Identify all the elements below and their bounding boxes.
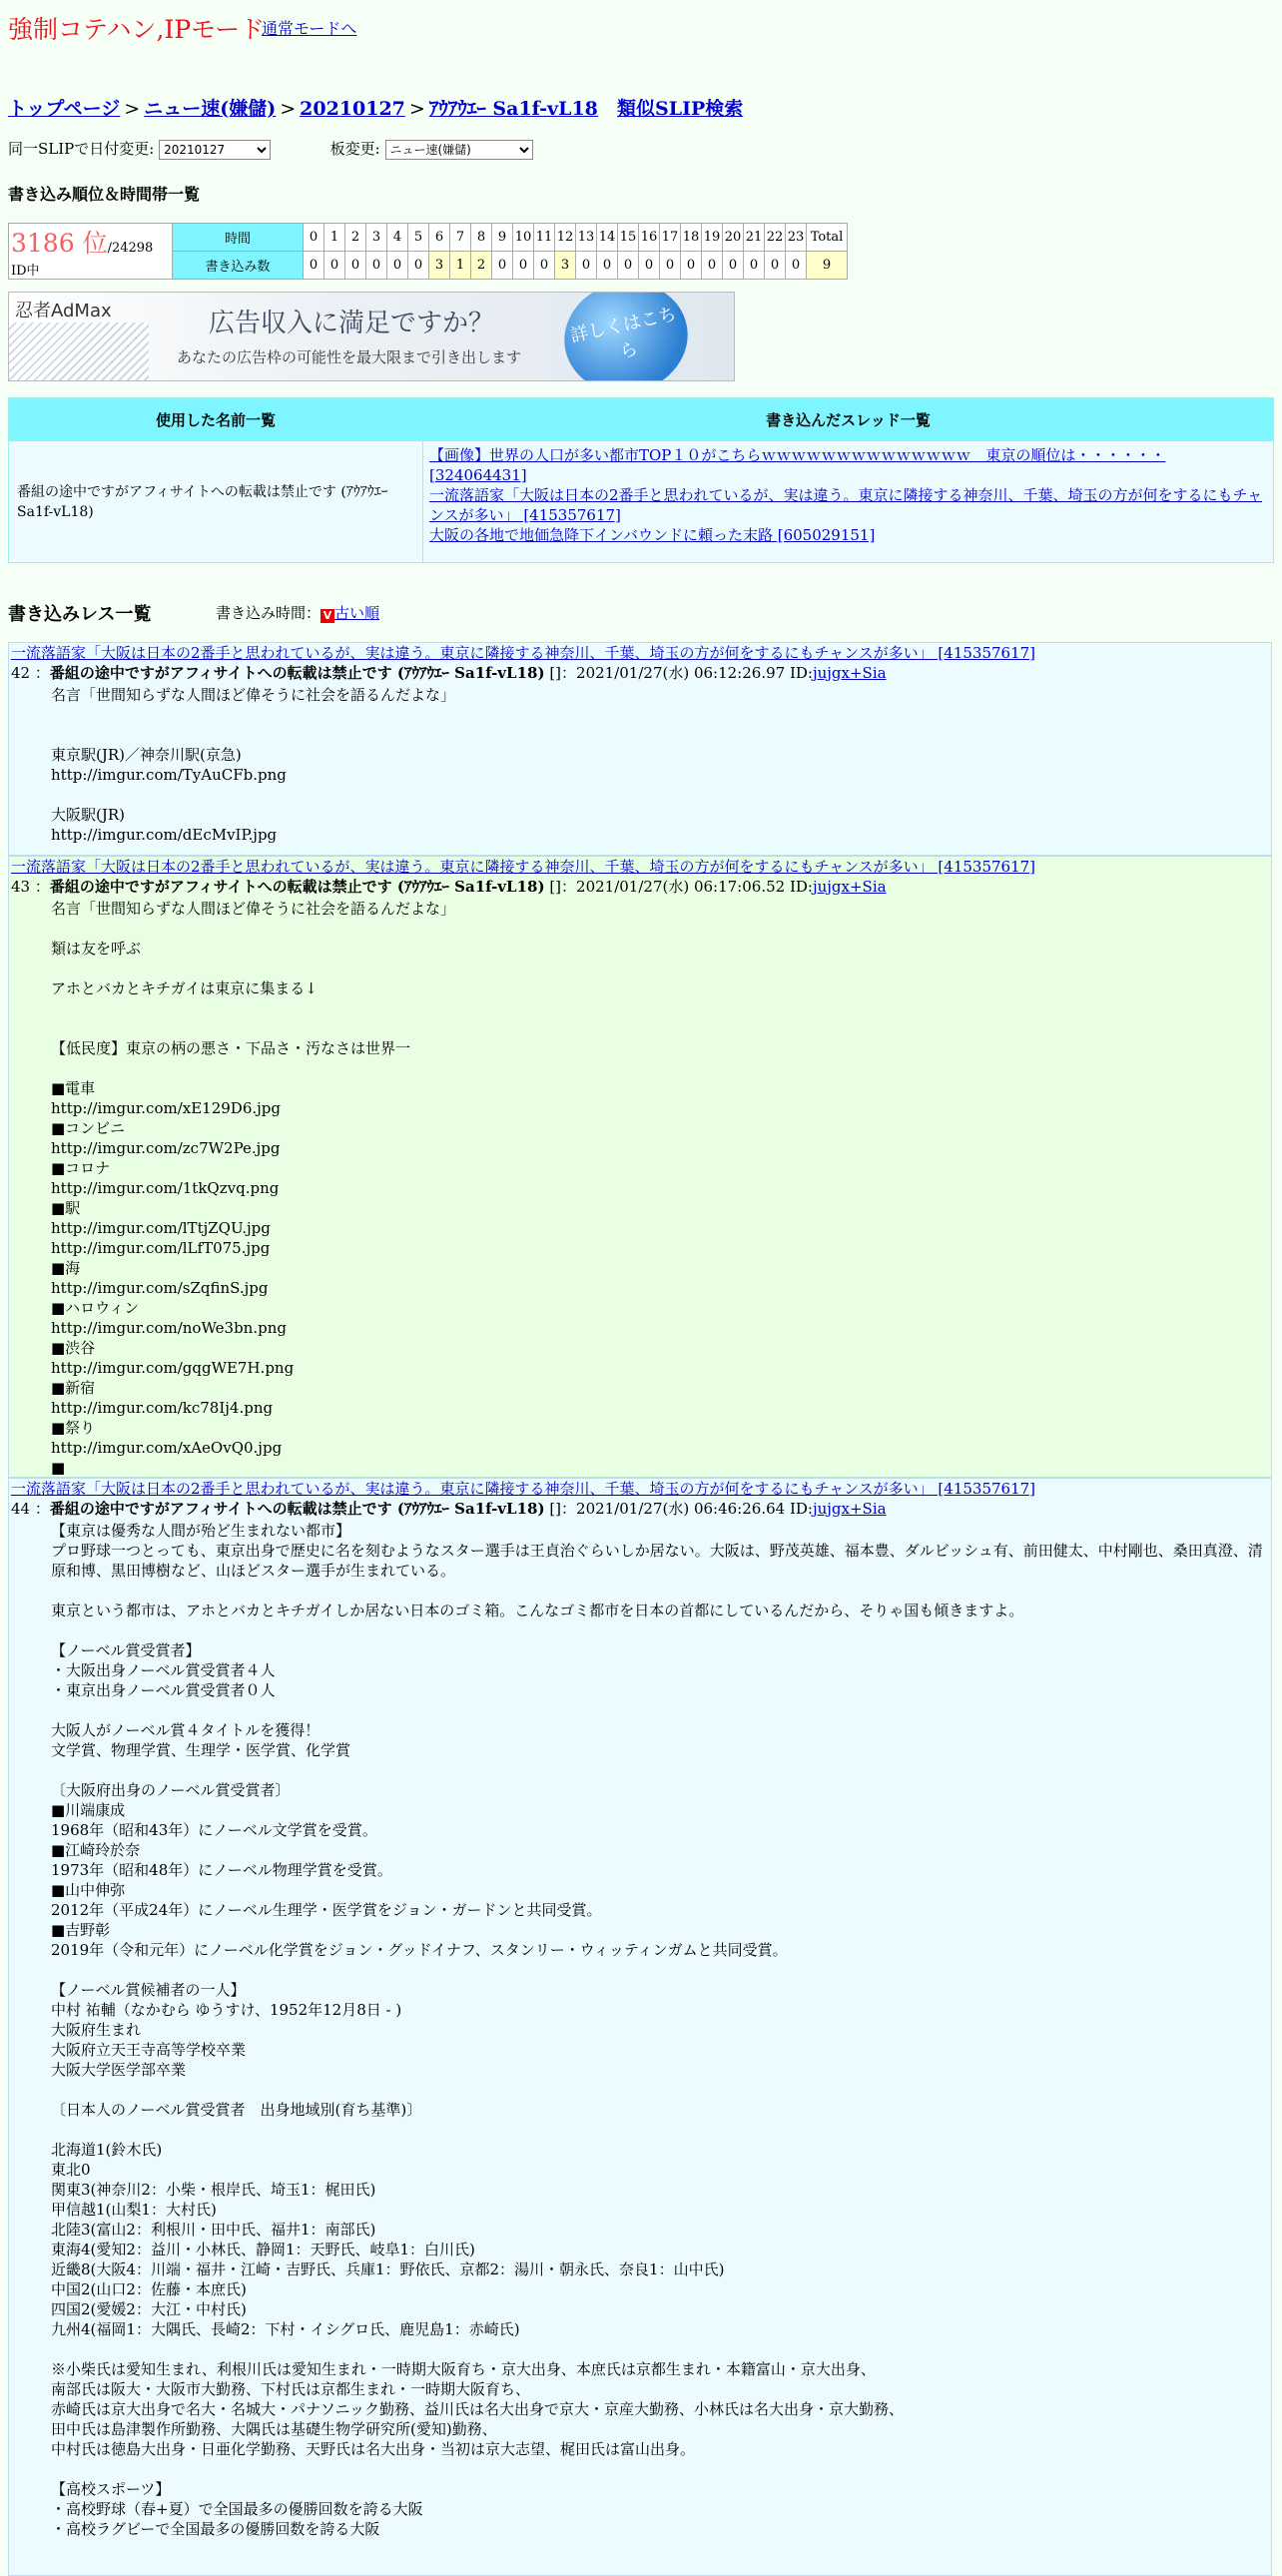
post-author: 番組の途中ですがアフィサイトへの転載は禁止です (ｱｳｱｳｴｰ Sa1f-vL18): [49, 664, 545, 682]
post-author: 番組の途中ですがアフィサイトへの転載は禁止です (ｱｳｱｳｴｰ Sa1f-vL18): [49, 878, 545, 896]
hour-count: 0: [702, 252, 723, 280]
post-number: 42: [11, 664, 31, 682]
hour-header: 8: [471, 224, 492, 252]
rank-value: 3186 位: [11, 229, 108, 258]
post-thread-link[interactable]: 一流落語家「大阪は日本の2番手と思われているが、実は違う。東京に隣接する神奈川、千葉、埼玉の方が何をするにもチャンスが多い」 [415357617]: [11, 644, 1036, 662]
hour-count: 0: [345, 252, 366, 280]
used-name: 番組の途中ですがアフィサイトへの転載は禁止です (ｱｳｱｳｴｰ Sa1f-vL18): [9, 441, 423, 563]
date-select[interactable]: [159, 140, 271, 160]
sort-label: 書き込み時間：: [216, 604, 321, 622]
post-date: []：2021/01/27(水) 06:46:26.64 ID:: [549, 1500, 813, 1518]
hour-count: 0: [387, 252, 408, 280]
post-body: 名言「世間知らずな人間ほど偉そうに社会を語るんだよな」 東京駅(JR)／神奈川駅(京急) http://imgur.com/TyAuCFb.png 大阪駅(JR) http://imgur.com/dEcMvIP.jpg: [51, 686, 456, 844]
breadcrumb-id-link[interactable]: ｱｳｱｳｴｰ Sa1f-vL18: [428, 98, 598, 120]
ranking-heading: 書き込み順位＆時間帯一覧: [8, 185, 201, 204]
hour-count: 0: [660, 252, 681, 280]
hour-count: 0: [597, 252, 618, 280]
hour-header: 12: [555, 224, 576, 252]
hour-count: 0: [366, 252, 387, 280]
thread-link[interactable]: 一流落語家「大阪は日本の2番手と思われているが、実は違う。東京に隣接する神奈川、千葉、埼玉の方が何をするにもチャンスが多い」 [415357617]: [429, 486, 1263, 524]
post-header: 42 ：番組の途中ですがアフィサイトへの転載は禁止です (ｱｳｱｳｴｰ Sa1f-vL18) []：2021/01/27(水) 06:12:26.97 ID:jujgx+Sia: [11, 664, 887, 682]
hour-header: 21: [744, 224, 765, 252]
post-id-link[interactable]: jujgx+Sia: [812, 664, 887, 682]
ad-logo: 忍者AdMax: [15, 301, 112, 322]
hour-header: 20: [723, 224, 744, 252]
ad-subtext: あなたの広告枠の可能性を最大限まで引き出します: [177, 348, 522, 366]
ad-details-button[interactable]: 詳しくはこちら: [554, 292, 698, 381]
post-body: 【東京は優秀な人間が殆ど生まれない都市】 プロ野球一つとっても、東京出身で歴史に名を刻むようなスター選手は王貞治ぐらいしか居ない。大阪は、野茂英雄、福本豊、ダルビッシュ有、前田健太、中村剛也、桑田真澄、清原和博、黒田博樹など、山ほどスター選手が生まれている。 東京という都市は、アホとバカとキチガイしか居ない日本のゴミ箱。こんなゴミ都市を日本の首都にしているんだから、そりゃ国も傾きますよ。 【ノーベル賞受賞者】 ・大阪出身ノーベル賞受賞者４人 ・東京出身ノーベル賞受賞者０人 大阪人がノーベル賞４タイトルを獲得！ 文学賞、物理学賞、生理学・医学賞、化学賞 〔大阪府出身のノーベル賞受賞者〕 ■川端康成 1968年（昭和43年）にノーベル文学賞を受賞。 ■江崎玲於奈 1973年（昭和48年）にノーベル物理学賞を受賞。 ■山中伸弥 2012年（平成24年）にノーベル生理学・医学賞をジョン・ガードンと共同受賞。 ■吉野彰 2019年（令和元年）にノーベル化学賞をジョン・グッドイナフ、スタンリー・ウィッティンガムと共同受賞。 【ノーベル賞候補者の一人】 中村 祐輔（なかむら ゆうすけ、1952年12月8日 - ) 大阪府生まれ 大阪府立天王寺高等学校卒業 大阪大学医学部卒業 〔日本人のノーベル賞受賞者 出身地域別(育ち基準)〕 北海道1(鈴木氏) 東北0 関東3(神奈川2：小柴・根岸氏、埼玉1：梶田氏) 甲信越1(山梨1：大村氏) 北陸3(富山2：利根川・田中氏、福井1：南部氏) 東海4(愛知2：益川・小林氏、静岡1：天野氏、岐阜1：白川氏) 近畿8(大阪4：川端・福井・江崎・吉野氏、兵庫1：野依氏、京都2：湯川・朝永氏、奈良1：山中氏) 中国2(山口2：佐藤・本庶氏) 四国2(愛媛2：大江・中村氏) 九州4(福岡1：大隅氏、長崎2：下村・イシグロ氏、鹿児島1：赤崎氏) ※小柴氏は愛知生まれ、利根川氏は愛知生まれ・一時期大阪育ち・京大出身、本庶氏は京都生まれ・本籍富山・京大出身、 南部氏は阪大・大阪市大勤務、下村氏は京都生まれ・一時期大阪育ち、 赤崎氏は京大出身で名大・名城大・パナソニック勤務、益川氏は名大出身で京大・京産大勤務、小林氏は名大出身・京大勤務、 田中氏は島津製作所勤務、大隅氏は基礎生物学研究所(愛知)勤務、 中村氏は徳島大出身・日亜化学勤務、天野氏は名大出身・当初は京大志望、梶田氏は富山出身。 【高校スポーツ】 ・高校野球（春+夏）で全国最多の優勝回数を誇る大阪 ・高校ラグビーで全国最多の優勝回数を誇る大阪: [51, 1522, 1263, 2538]
post-body: 名言「世間知らずな人間ほど偉そうに社会を語るんだよな」 類は友を呼ぶ アホとバカとキチガイは東京に集まる↓ 【低民度】東京の柄の悪さ・下品さ・汚なさは世界一 ■電車 http://imgur.com/xE129D6.jpg ■コンビニ http://imgur.com/zc7W2Pe.jpg ■コロナ http://imgur.com/1tkQzvq.png ■駅 http://imgur.com/lTtjZQU.jpg http://imgur.com/lLfT075.jpg ■海 http://imgur.com/sZqfinS.jpg ■ハロウィン http://imgur.com/noWe3bn.png ■渋谷 http://imgur.com/gqgWE7H.png ■新宿 http://imgur.com/kc78Ij4.png ■祭り http://imgur.com/xAeOvQ0.jpg ■: [51, 900, 456, 1477]
post-number: 44: [11, 1500, 31, 1518]
posts-heading: 書き込みレス一覧: [8, 604, 152, 625]
post: [8, 1478, 1272, 2576]
hour-count: 3: [555, 252, 576, 280]
post-author: 番組の途中ですがアフィサイトへの転載は禁止です (ｱｳｱｳｴｰ Sa1f-vL18): [49, 1500, 545, 1518]
ad-decoration: [9, 322, 149, 380]
hour-count: 0: [765, 252, 786, 280]
hour-count: 0: [681, 252, 702, 280]
post-header: 43 ：番組の途中ですがアフィサイトへの転載は禁止です (ｱｳｱｳｴｰ Sa1f-vL18) []：2021/01/27(水) 06:17:06.52 ID:jujgx+Sia: [11, 878, 887, 896]
count-label: 書き込み数: [173, 252, 304, 280]
hour-count: 0: [744, 252, 765, 280]
post: [8, 642, 1272, 856]
hour-header: 19: [702, 224, 723, 252]
hour-header: 1: [324, 224, 345, 252]
post-id-link[interactable]: jujgx+Sia: [812, 1500, 887, 1518]
sort-oldest-link[interactable]: 古い順: [334, 604, 380, 622]
names-threads-table: [8, 397, 1274, 563]
hour-count: 0: [618, 252, 639, 280]
hour-count: 0: [492, 252, 513, 280]
ranking-table: [8, 223, 848, 280]
post: [8, 856, 1272, 1478]
post-date: []：2021/01/27(水) 06:12:26.97 ID:: [549, 664, 813, 682]
board-change-label: 板変更:: [329, 140, 380, 158]
hour-header: 18: [681, 224, 702, 252]
sort-arrow-icon: V: [320, 609, 334, 623]
similar-slip-search-link[interactable]: 類似SLIP検索: [617, 98, 744, 120]
mode-title: 強制コテハン,IPモード: [8, 15, 266, 44]
thread-list: [423, 441, 1274, 563]
hour-header: 23: [786, 224, 807, 252]
hour-count: 0: [786, 252, 807, 280]
hour-count: 0: [513, 252, 534, 280]
breadcrumb-separator: >: [124, 98, 141, 120]
thread-link[interactable]: 【画像】世界の人口が多い都市TOP１０がこちらｗｗｗｗｗｗｗｗｗｗｗｗｗｗ 東京の順位は・・・・・・ [324064431]: [429, 446, 1166, 484]
post-thread-link[interactable]: 一流落語家「大阪は日本の2番手と思われているが、実は違う。東京に隣接する神奈川、千葉、埼玉の方が何をするにもチャンスが多い」 [415357617]: [11, 858, 1036, 876]
normal-mode-link[interactable]: 通常モードへ: [262, 19, 357, 38]
breadcrumb-separator: >: [408, 98, 425, 120]
hour-count: 0: [408, 252, 429, 280]
hour-count: 3: [429, 252, 450, 280]
threads-column-header: 書き込んだスレッド一覧: [423, 398, 1274, 441]
hour-header: 22: [765, 224, 786, 252]
sort-control: [216, 602, 379, 623]
thread-link[interactable]: 大阪の各地で地価急降下インバウンドに頼った末路 [605029151]: [429, 526, 876, 544]
hour-header: 14: [597, 224, 618, 252]
hour-header: 17: [660, 224, 681, 252]
hour-header: 6: [429, 224, 450, 252]
hour-count: 0: [723, 252, 744, 280]
board-select[interactable]: [385, 140, 533, 160]
post-number: 43: [11, 878, 31, 896]
hour-header: 0: [304, 224, 324, 252]
hour-header: 10: [513, 224, 534, 252]
hour-count: 1: [450, 252, 471, 280]
hour-header: 4: [387, 224, 408, 252]
total-ids: /24298 ID中: [11, 241, 154, 279]
breadcrumb: [8, 94, 598, 121]
hour-header: 2: [345, 224, 366, 252]
ad-banner[interactable]: [8, 292, 735, 381]
hour-header: 15: [618, 224, 639, 252]
post-date: []：2021/01/27(水) 06:17:06.52 ID:: [549, 878, 813, 896]
hour-count: 2: [471, 252, 492, 280]
post-thread-link[interactable]: 一流落語家「大阪は日本の2番手と思われているが、実は違う。東京に隣接する神奈川、千葉、埼玉の方が何をするにもチャンスが多い」 [415357617]: [11, 1480, 1036, 1498]
post-id-link[interactable]: jujgx+Sia: [812, 878, 887, 896]
hour-header: Total: [807, 224, 848, 252]
hour-count: 9: [807, 252, 848, 280]
names-column-header: 使用した名前一覧: [9, 398, 423, 441]
hour-header: 13: [576, 224, 597, 252]
ad-headline: 広告収入に満足ですか？: [209, 309, 495, 338]
time-label: 時間: [173, 224, 304, 252]
hour-count: 0: [639, 252, 660, 280]
rank-cell: [9, 224, 173, 280]
hour-header: 3: [366, 224, 387, 252]
hour-count: 0: [304, 252, 324, 280]
hour-count: 0: [576, 252, 597, 280]
hour-header: 7: [450, 224, 471, 252]
breadcrumb-top-link[interactable]: トップページ: [8, 98, 121, 120]
breadcrumb-date-link[interactable]: 20210127: [300, 98, 405, 120]
hour-count: 0: [324, 252, 345, 280]
breadcrumb-separator: >: [280, 98, 297, 120]
hour-header: 5: [408, 224, 429, 252]
date-change-label: 同一SLIPで日付変更:: [8, 140, 155, 158]
selector-bar: [8, 138, 533, 160]
hour-count: 0: [534, 252, 555, 280]
breadcrumb-board-link[interactable]: ニュー速(嫌儲): [144, 98, 277, 120]
hour-header: 9: [492, 224, 513, 252]
hour-header: 16: [639, 224, 660, 252]
post-header: 44 ：番組の途中ですがアフィサイトへの転載は禁止です (ｱｳｱｳｴｰ Sa1f-vL18) []：2021/01/27(水) 06:46:26.64 ID:jujgx+Sia: [11, 1500, 887, 1518]
hour-header: 11: [534, 224, 555, 252]
